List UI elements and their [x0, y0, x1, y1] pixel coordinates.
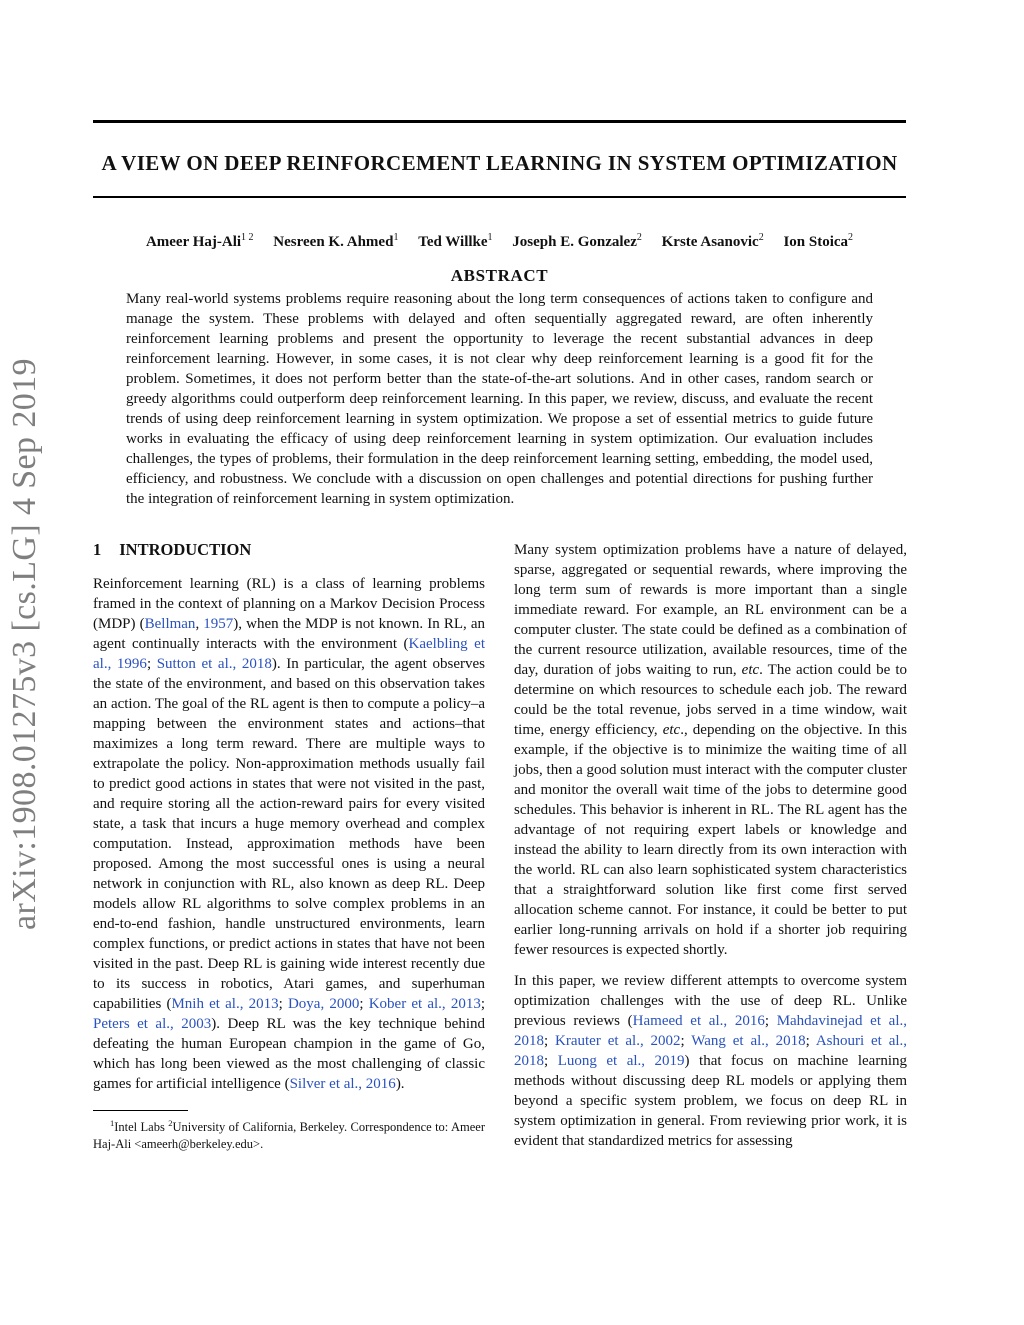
citation-link[interactable]: Bellman	[144, 616, 196, 632]
citation-link[interactable]: Peters et al., 2003	[93, 1016, 212, 1032]
intro-paragraph: Reinforcement learning (RL) is a class of learning problems framed in the context of planning on a Markov Decision Process (MDP) (Bellman, 1957), when the MDP is not known. In RL, an agent continually interacts with the environment (Kaelbling et al., 1996; Sutton et al., 2018). In particular, the agent observes the state of the environment, and based on this observation takes an action. The goal of the RL agent is then to compute a policy–a mapping between the environment states and actions–that maximizes a long term reward. There are multiple ways to extrapolate the policy. Non-approximation methods usually fail to predict good actions in states that were not visited in the past, and require storing all the action-reward pairs for every visited state, a task that incurs a huge memory overhead and complex computation. Instead, approximation methods have been proposed. Among the most successful ones is using a neural network in conjunction with RL, also known as deep RL. Deep models allow RL algorithms to solve complex problems in an end-to-end fashion, handle unstructured environments, learn complex functions, or predict actions in states that have not been visited in the past. Deep RL is gaining wide interest recently due to its success in robotics, Atari games, and superhuman capabilities (Mnih et al., 2013; Doya, 2000; Kober et al., 2013; Peters et al., 2003). Deep RL was the key technique behind defeating the human European champion in the game of Go, which has long been viewed as the most challenging of classic games for artificial intelligence (Silver et al., 2016).	[93, 576, 486, 1092]
section-heading	[93, 538, 485, 562]
citation-link[interactable]: Doya, 2000	[287, 996, 360, 1012]
right-column	[514, 540, 907, 1151]
abstract-text: Many real-world systems problems require reasoning about the long term consequences of actions taken to configure and manage the system. These problems with delayed and often sequentially aggregated reward, are often inherently reinforcement learning problems and present the opportunity to leverage the recent substantial advances in deep reinforcement learning. However, in some cases, it is not clear why deep reinforcement learning is a good fit for the problem. Sometimes, it does not perform better than the state-of-the-art solutions. And in other cases, random search or greedy algorithms could outperform deep reinforcement learning. In this paper, we review, discuss, and evaluate the recent trends of using deep reinforcement learning in system optimization. We propose a set of essential metrics to guide future works in evaluating the efficacy of using deep reinforcement learning in system optimization. Our evaluation includes challenges, the types of problems, their formulation in the deep reinforcement learning setting, embedding, the model used, efficiency, and robustness. We conclude with a discussion on open challenges and potential directions for pushing further the integration of reinforcement learning in system optimization.	[126, 291, 873, 507]
footnote-rule	[93, 1110, 188, 1111]
citation-link[interactable]: Luong et al., 2019	[557, 1053, 685, 1069]
author: Ted Willke$^1$	[418, 232, 493, 250]
paper-title: A VIEW ON DEEP REINFORCEMENT LEARNING IN SYSTEM OPTIMIZATION	[101, 151, 898, 175]
citation-link[interactable]: Mahdavinejad et al., 2018	[514, 1013, 907, 1049]
author-list	[93, 234, 906, 251]
body-paragraph: In this paper, we review different attempts to overcome system optimization challenges with the use of deep RL. Unlike previous reviews (Hameed et al., 2016; Mahdavinejad et al., 2018; Krauter et al., 2002; Wang et al., 2018; Ashouri et al., 2018; Luong et al., 2019) that focus on machine learning methods without discussing deep RL models or applying them beyond a specific system problem, we focus on deep RL in system optimization in general. From reviewing prior work, it is evident that standardized metrics for assessing	[514, 973, 908, 1149]
footnote: $^1$Intel Labs $^2$University of California, Berkeley. Correspondence to: Ameer Haj-Ali <ameerh@berkeley.edu>.	[93, 1118, 485, 1152]
author: Ion Stoica$^2$	[783, 232, 854, 250]
author: Krste Asanovic$^2$	[661, 232, 764, 250]
citation-link[interactable]: Sutton et al., 2018	[156, 656, 272, 672]
arxiv-stamp: arXiv:1908.01275v3 [cs.LG] 4 Sep 2019	[6, 358, 43, 930]
left-column	[93, 538, 485, 1153]
citation-link[interactable]: Mnih et al., 2013	[171, 996, 279, 1012]
title-bottom-rule	[93, 196, 906, 198]
abstract-heading: ABSTRACT	[450, 266, 549, 285]
citation-link[interactable]: Krauter et al., 2002	[555, 1033, 681, 1049]
citation-link[interactable]: Kober et al., 2013	[368, 996, 481, 1012]
title-top-rule	[93, 120, 906, 123]
author: Ameer Haj-Ali$^{1 2}$	[145, 232, 254, 250]
author: Joseph E. Gonzalez$^2$	[512, 232, 642, 250]
citation-link[interactable]: Kaelbling et al., 1996	[93, 636, 485, 672]
citation-link[interactable]: Wang et al., 2018	[691, 1033, 806, 1049]
citation-link[interactable]: Silver et al., 2016	[289, 1076, 396, 1092]
body-paragraph: Many system optimization problems have a nature of delayed, sparse, aggregated or sequential rewards, where improving the long term sum of rewards is more important than a single immediate reward. For example, an RL environment can be a computer cluster. The state could be defined as a combination of the current resource utilization, available resources, time of the day, duration of jobs waiting to run, etc. The action could be to determine on which resources to schedule each job. The reward could be the total revenue, jobs served in a time window, wait time, energy efficiency, etc., depending on the objective. In this example, if the objective is to minimize the waiting time of all jobs, then a good solution must interact with the computer cluster and monitor the overall wait time of the jobs to determine good schedules. This behavior is inherent in RL. The RL agent has the advantage of not requiring expert labels or knowledge and instead the ability to learn directly from its own interaction with the world. RL can also learn sophisticated system characteristics that a straightforward solution like first come first served allocation scheme cannot. For instance, it could be better to put earlier long-running arrivals on hold if a shorter job requiring fewer resources is expected shortly.	[514, 542, 907, 958]
section-title: INTRODUCTION	[119, 540, 252, 559]
citation-link[interactable]: Hameed et al., 2016	[632, 1013, 765, 1029]
section-number: 1	[93, 540, 102, 559]
author: Nesreen K. Ahmed$^1$	[273, 232, 399, 250]
citation-link[interactable]: 1957	[203, 616, 234, 632]
citation-link[interactable]: Ashouri et al., 2018	[514, 1033, 908, 1069]
